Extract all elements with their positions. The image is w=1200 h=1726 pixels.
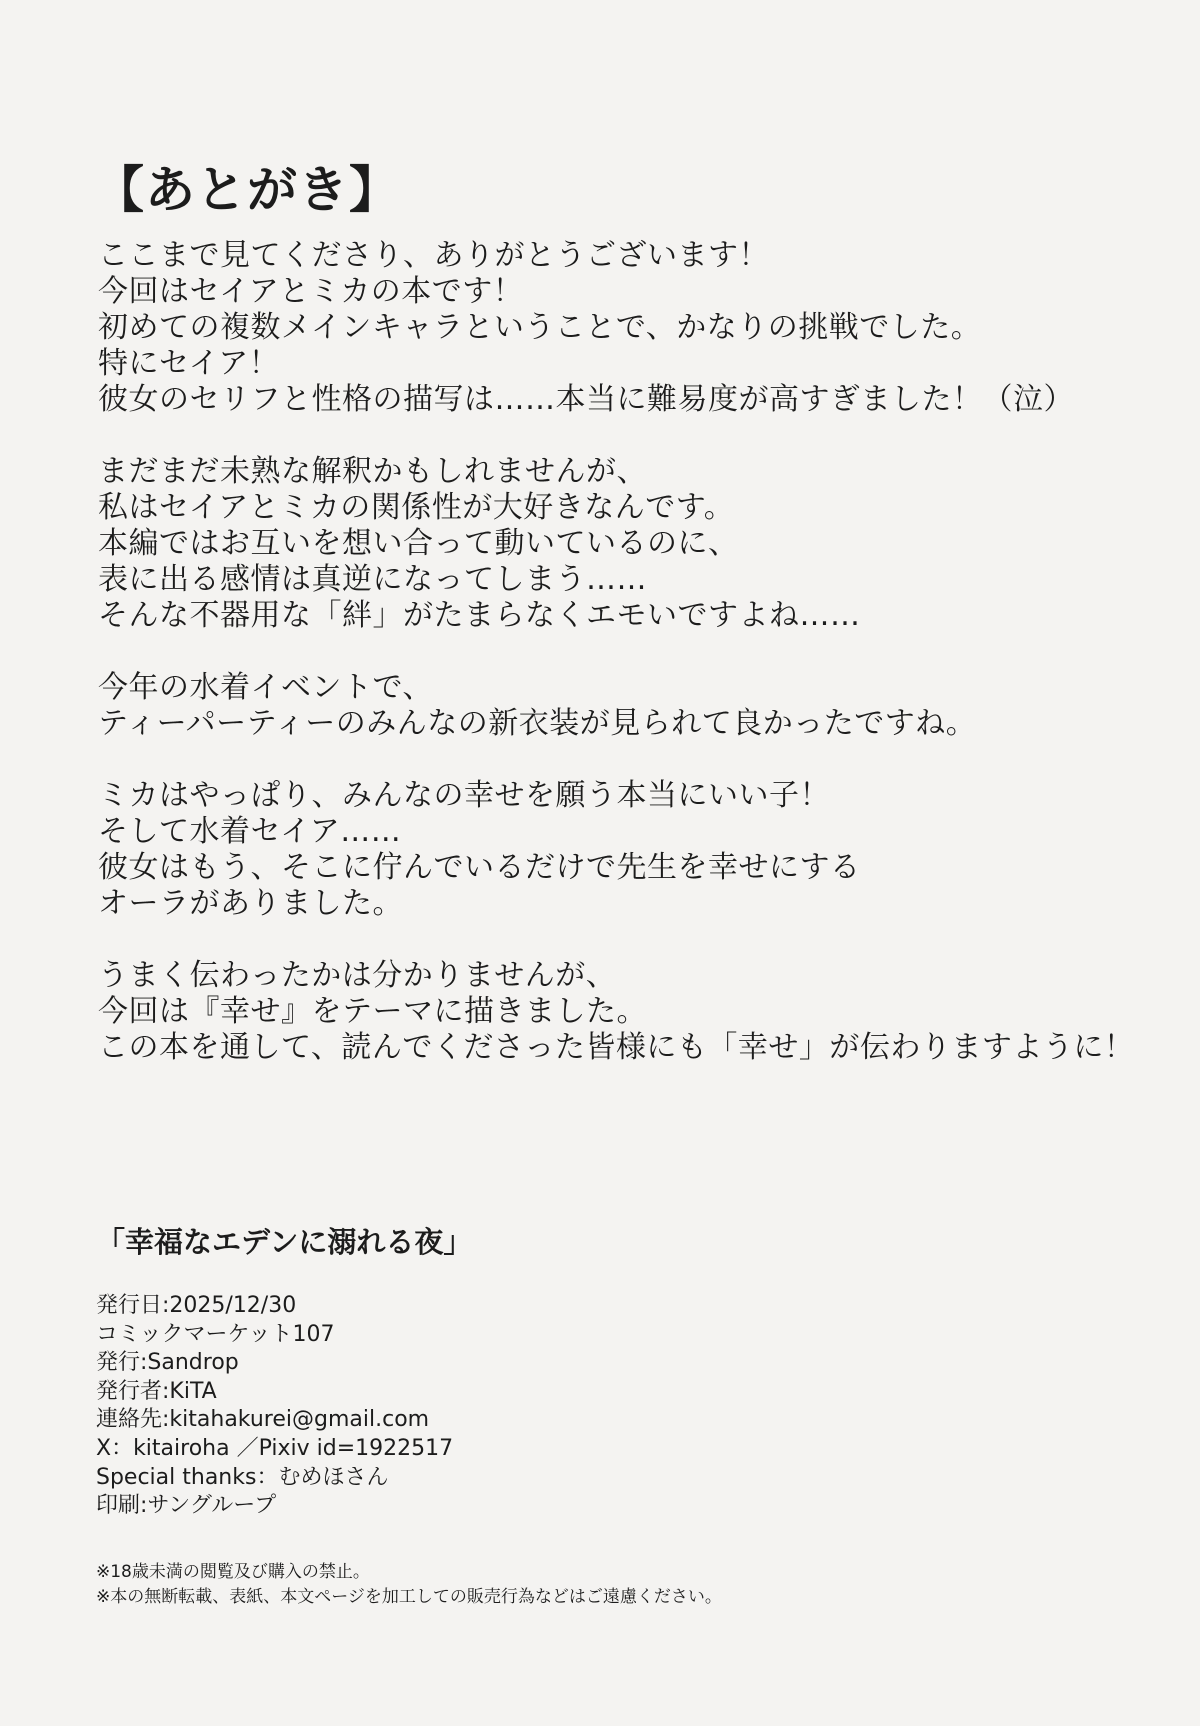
text-line: 今回はセイアとミカの本です！ <box>98 274 524 309</box>
text-line: 今回は『幸せ』をテーマに描きました。 <box>98 994 647 1029</box>
paragraph <box>98 670 1178 742</box>
text-line: 表に出る感情は真逆になってしまう…… <box>98 562 647 597</box>
text-line: ここまで見てくださり、ありがとうございます！ <box>98 238 769 273</box>
paragraph <box>98 778 1178 922</box>
colophon <box>96 1292 453 1521</box>
book-title: 「幸福なエデンに溺れる夜」 <box>96 1225 473 1259</box>
text-line: ティーパーティーのみんなの新衣装が見られて良かったですね。 <box>98 706 977 741</box>
colophon-release-date: 発行日:2025/12/30 <box>96 1293 297 1318</box>
reproduction-notice: ※本の無断転載、表紙、本文ページを加工しての販売行為などはご遠慮ください。 <box>96 1587 722 1607</box>
colophon-printer: 印刷:サングループ <box>96 1493 277 1519</box>
text-line: 彼女はもう、そこに佇んでいるだけで先生を幸せにする <box>98 850 861 885</box>
colophon-event: コミックマーケット107 <box>96 1321 335 1347</box>
colophon-contact: 連絡先:kitahakurei@gmail.com <box>96 1407 430 1433</box>
text-line: 彼女のセリフと性格の描写は……本当に難易度が高すぎました！（泣） <box>98 382 1074 417</box>
colophon-publisher: 発行:Sandrop <box>96 1350 239 1376</box>
text-line: 今年の水着イベントで、 <box>98 670 433 705</box>
text-line: 特にセイア！ <box>98 346 280 381</box>
text-line: うまく伝わったかは分かりませんが、 <box>98 958 617 993</box>
text-line: そんな不器用な「絆」がたまらなくエモいですよね…… <box>98 598 861 633</box>
colophon-social: X：kitairoha ／Pixiv id=1922517 <box>96 1435 454 1461</box>
text-line: そして水着セイア…… <box>98 814 402 849</box>
paragraph <box>98 958 1178 1066</box>
text-line: まだまだ未熟な解釈かもしれませんが、 <box>98 454 647 489</box>
text-line: 私はセイアとミカの関係性が大好きなんです。 <box>98 490 735 525</box>
notice-block <box>96 1560 722 1610</box>
text-line: オーラがありました。 <box>98 886 403 921</box>
text-line: 本編ではお互いを想い合って動いているのに、 <box>98 526 739 561</box>
age-notice: ※18歳未満の閲覧及び購入の禁止。 <box>96 1562 370 1582</box>
page-heading: 【あとがき】 <box>94 161 400 219</box>
colophon-thanks: Special thanks：むめほさん <box>96 1464 389 1490</box>
colophon-author: 発行者:KiTA <box>96 1378 217 1404</box>
text-line: 初めての複数メインキャラということで、かなりの挑戦でした。 <box>98 310 982 345</box>
paragraph <box>98 238 1178 418</box>
text-line: この本を通して、読んでくださった皆様にも「幸せ」が伝わりますように！ <box>98 1030 1135 1065</box>
afterword-body <box>98 238 1178 1102</box>
paragraph <box>98 454 1178 634</box>
text-line: ミカはやっぱり、みんなの幸せを願う本当にいい子！ <box>98 778 830 813</box>
